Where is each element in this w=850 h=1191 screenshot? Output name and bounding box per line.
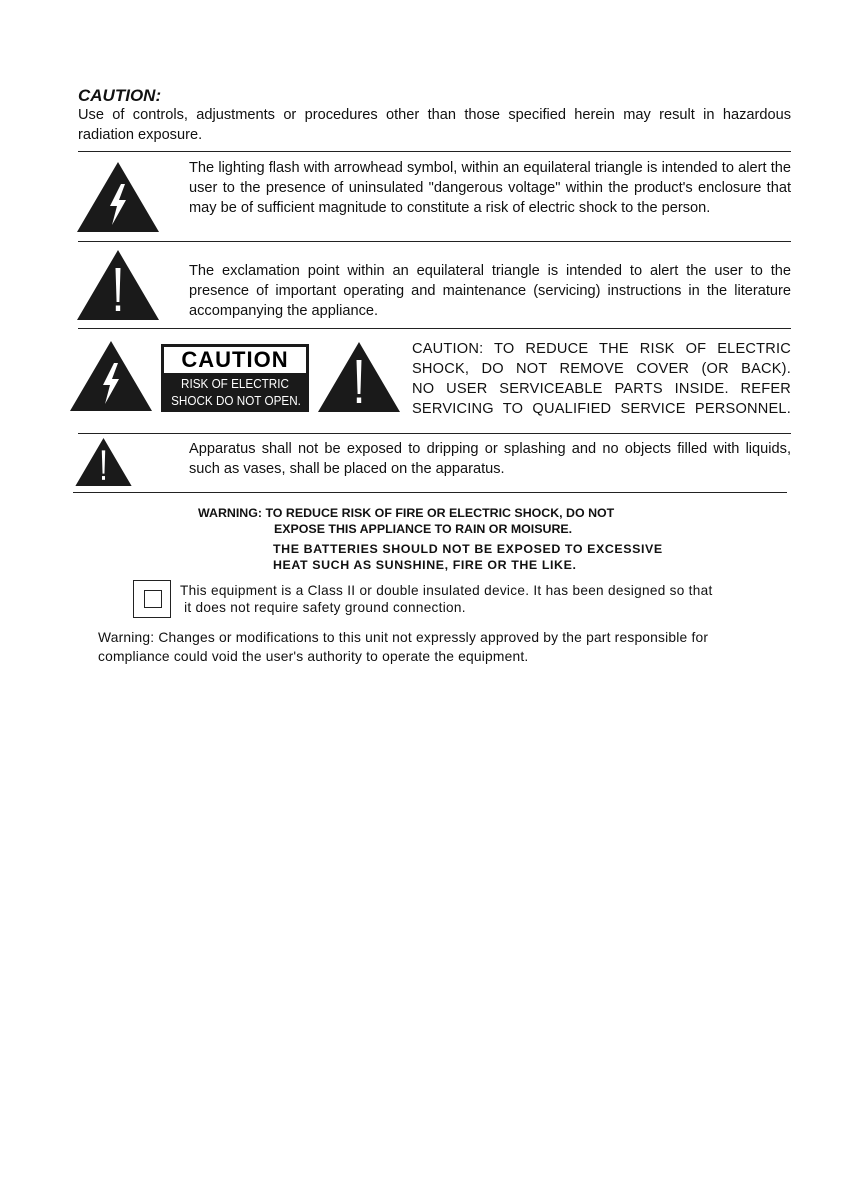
class2-line-1: This equipment is a Class II or double insulated device. It has been designed so that [180,583,713,598]
exclamation-triangle-icon [75,438,132,486]
exclamation-triangle-icon [77,250,159,320]
caution-intro [78,106,791,145]
divider [78,328,791,329]
caution-intro-line-2: radiation exposure. [78,126,203,143]
caution-label-line-2: SHOCK DO NOT OPEN. [171,392,301,408]
caution-notice [412,339,791,419]
divider [78,151,791,152]
class2-description [180,582,713,616]
warning-fire-line-2: EXPOSE THIS APPLIANCE TO RAIN OR MOISURE. [274,522,573,536]
warning-battery-line-2: HEAT SUCH AS SUNSHINE, FIRE OR THE LIKE. [273,558,577,572]
modification-warning [98,629,708,666]
dripping-description: Apparatus shall not be exposed to dripping or splashing and no objects filled with liquids, such as vases, shall be placed on the apparatus. [189,441,791,477]
divider [78,241,791,242]
class2-line-2: it does not require safety ground connection. [180,600,466,615]
caution-label-head: CAUTION [164,347,306,373]
double-insulation-inner-square [144,590,162,608]
warning-battery-line-1: THE BATTERIES SHOULD NOT BE EXPOSED TO EXCESSIVE [273,542,663,556]
caution-intro-line-1: Use of controls, adjustments or procedures other than those specified herein may result in hazardous [78,107,791,123]
warning-fire-line-1: WARNING: TO REDUCE RISK OF FIRE OR ELECTRIC SHOCK, DO NOT [198,506,615,520]
lightning-description: The lighting flash with arrowhead symbol, within an equilateral triangle is intended to alert the user to the presence of uninsulated "dangerous voltage" within the product's enclosure that may be of sufficient magnitude to constitute a risk of electric shock to the person. [189,160,791,216]
caution-notice-line-2: SHOCK, DO NOT REMOVE COVER (OR BACK). [412,361,791,377]
divider [78,433,791,434]
caution-label-line-1: RISK OF ELECTRIC [181,376,289,391]
modification-warning-line-2: compliance could void the user's authority to operate the equipment. [98,648,529,664]
caution-label [161,344,309,412]
divider [73,492,787,493]
caution-notice-line-1: CAUTION: TO REDUCE THE RISK OF ELECTRIC [412,341,791,357]
double-insulation-icon [133,580,171,618]
caution-notice-line-3: NO USER SERVICEABLE PARTS INSIDE. REFER [412,381,791,397]
lightning-triangle-icon [70,341,152,411]
lightning-triangle-icon [77,162,159,232]
modification-warning-line-1: Warning: Changes or modifications to this unit not expressly approved by the part responsible for [98,630,709,645]
caution-heading: CAUTION: [78,86,162,105]
exclamation-description: The exclamation point within an equilateral triangle is intended to alert the user to the presence of important operating and maintenance (servicing) instructions in the literature accompanying the appliance. [189,263,791,319]
exclamation-triangle-icon [318,342,400,412]
caution-notice-line-4: SERVICING TO QUALIFIED SERVICE PERSONNEL. [412,401,791,417]
